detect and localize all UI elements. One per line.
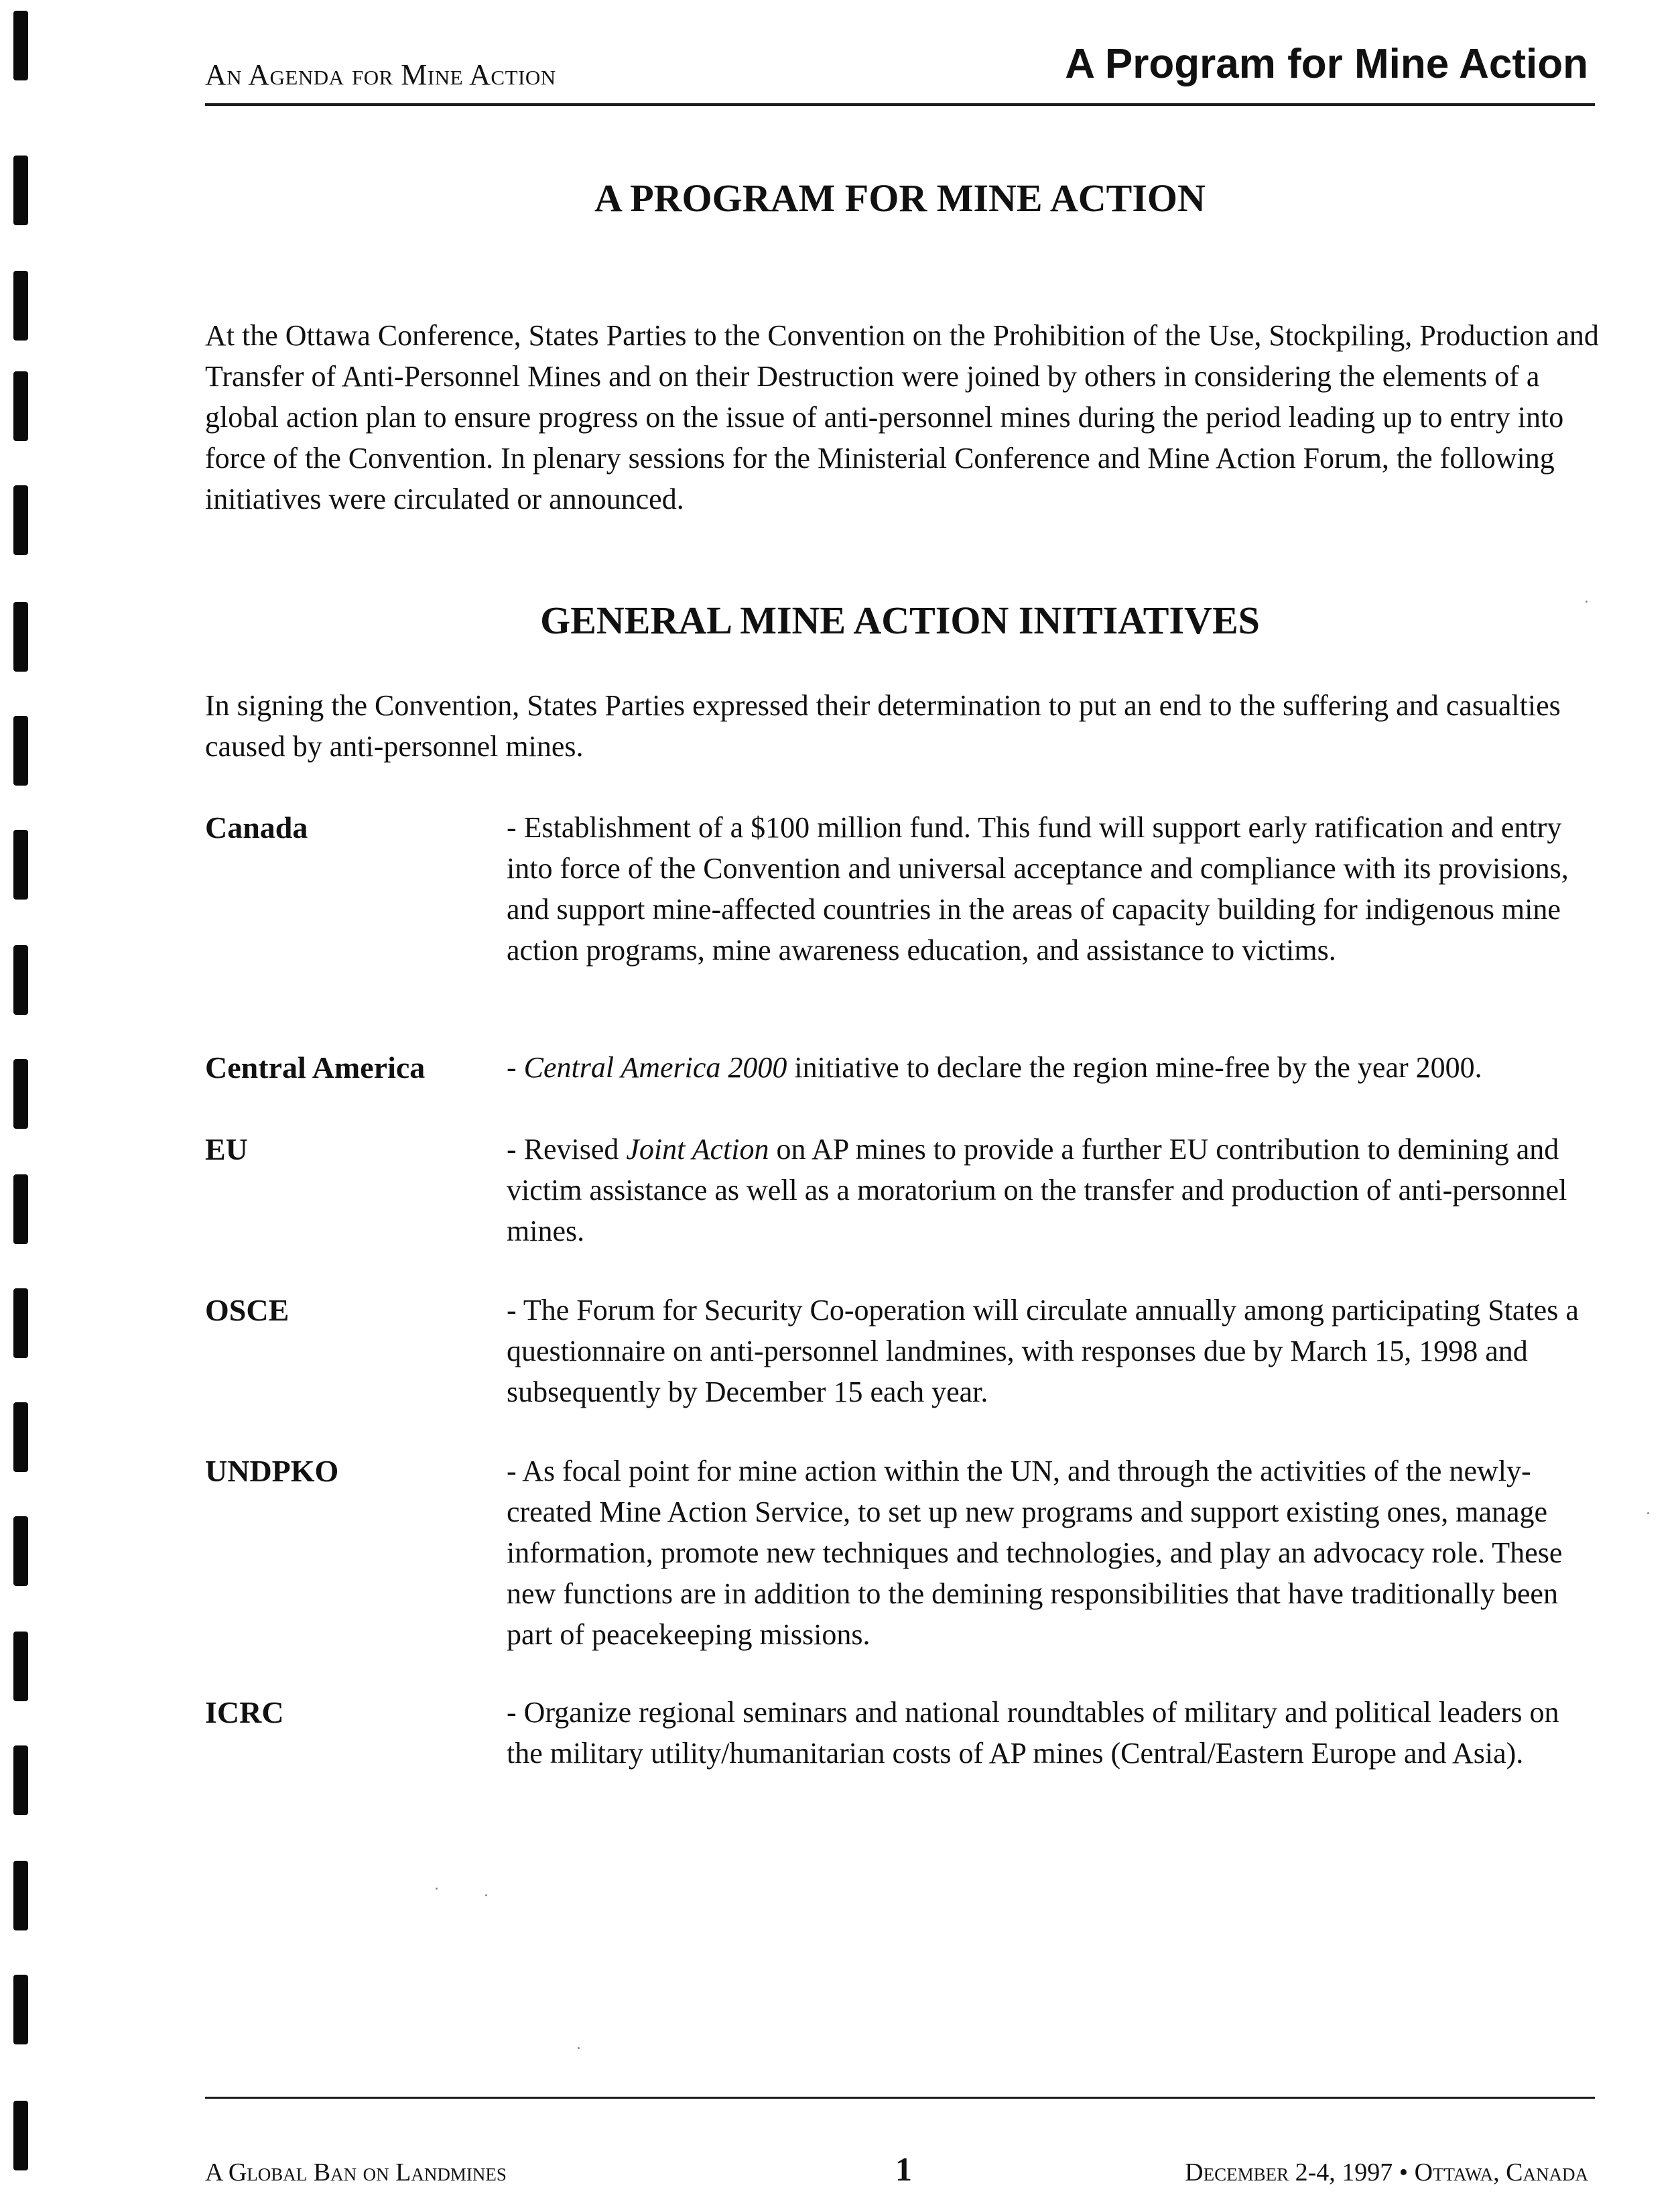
binder-mark bbox=[13, 945, 28, 1015]
scan-speck bbox=[578, 2047, 580, 2049]
binder-mark bbox=[13, 1516, 28, 1586]
page-number: 1 bbox=[895, 2150, 912, 2188]
running-head-left: An Agenda for Mine Action bbox=[205, 58, 556, 91]
entry-text: - Establishment of a $100 million fund. This fund will support early ratification and entry into force of the Convention and universal acceptance and compliance with its provisions, and support mine-affected countries in the areas of capacity building for indigenous mine action programs, mine awareness education, and assistance to victims. bbox=[507, 811, 1569, 967]
binder-mark bbox=[13, 11, 28, 80]
binder-mark bbox=[13, 602, 28, 672]
page-header bbox=[205, 36, 1595, 106]
binder-mark bbox=[13, 156, 28, 225]
scan-speck bbox=[436, 1888, 438, 1890]
running-head-right: A Program for Mine Action bbox=[1065, 41, 1588, 87]
entry-text: - Central America 2000 initiative to declare the region mine-free by the year 2000. bbox=[507, 1051, 1482, 1084]
footer-right: December 2-4, 1997 • Ottawa, Canada bbox=[1185, 2158, 1588, 2187]
scan-speck bbox=[1586, 601, 1588, 603]
binder-mark bbox=[13, 1975, 28, 2044]
binder-mark bbox=[13, 1632, 28, 1701]
entry-label: EU bbox=[205, 1132, 248, 1166]
section-title: GENERAL MINE ACTION INITIATIVES bbox=[540, 599, 1260, 642]
section-intro-paragraph: In signing the Convention, States Parties expressed their determination to put an end to the suffering and casualties caused by anti-personnel mines. bbox=[205, 689, 1561, 763]
entry-text: - The Forum for Security Co-operation will circulate annually among participating States a questionnaire on anti-personnel landmines, with responses due by March 15, 1998 and subsequently by December 15 each year. bbox=[507, 1294, 1579, 1408]
intro-paragraph: At the Ottawa Conference, States Parties to the Convention on the Prohibition of the Use, Stockpiling, Production and Transfer of Anti-Personnel Mines and on their Destruction were joined by others in considering the elements of a global action plan to ensure progress on the issue of anti-personnel mines during the period leading up to entry into force of the Convention. In plenary sessions for the Ministerial Conference and Mine Action Forum, the following initiatives were circulated or announced. bbox=[205, 319, 1599, 515]
binder-holes bbox=[13, 0, 40, 2212]
entry-text: - Revised Joint Action on AP mines to provide a further EU contribution to demining and victim assistance as well as a moratorium on the transfer and production of anti-personnel mines. bbox=[507, 1133, 1567, 1247]
scan-speck bbox=[1647, 1512, 1649, 1514]
binder-mark bbox=[13, 485, 28, 555]
footer-left: A Global Ban on Landmines bbox=[205, 2158, 507, 2187]
binder-mark bbox=[13, 371, 28, 441]
page-footer bbox=[205, 2097, 1595, 2186]
page-title: A PROGRAM FOR MINE ACTION bbox=[594, 176, 1206, 220]
binder-mark bbox=[13, 271, 28, 341]
binder-mark bbox=[13, 1059, 28, 1129]
entry-label: Canada bbox=[205, 810, 308, 845]
binder-mark bbox=[13, 830, 28, 900]
binder-mark bbox=[13, 2101, 28, 2170]
entry-text: - Organize regional seminars and national roundtables of military and political leaders on the military utility/humanitarian costs of AP mines (Central/Eastern Europe and Asia). bbox=[507, 1696, 1559, 1770]
binder-mark bbox=[13, 1745, 28, 1815]
scan-speck bbox=[485, 1894, 487, 1896]
entry-label: Central America bbox=[205, 1050, 426, 1085]
entry-label: ICRC bbox=[205, 1695, 284, 1729]
entry-text: - As focal point for mine action within the UN, and through the activities of the newly-created Mine Action Service, to set up new programs and support existing ones, manage information, promote new techniques and technologies, and play an advocacy role. These new functions are in addition to the demining responsibilities that have traditionally been part of peacekeeping missions. bbox=[507, 1455, 1563, 1651]
binder-mark bbox=[13, 1402, 28, 1472]
entry-label: OSCE bbox=[205, 1293, 289, 1327]
binder-mark bbox=[13, 1288, 28, 1358]
entry-label: UNDPKO bbox=[205, 1454, 339, 1488]
binder-mark bbox=[13, 1174, 28, 1244]
binder-mark bbox=[13, 1861, 28, 1930]
binder-mark bbox=[13, 716, 28, 786]
